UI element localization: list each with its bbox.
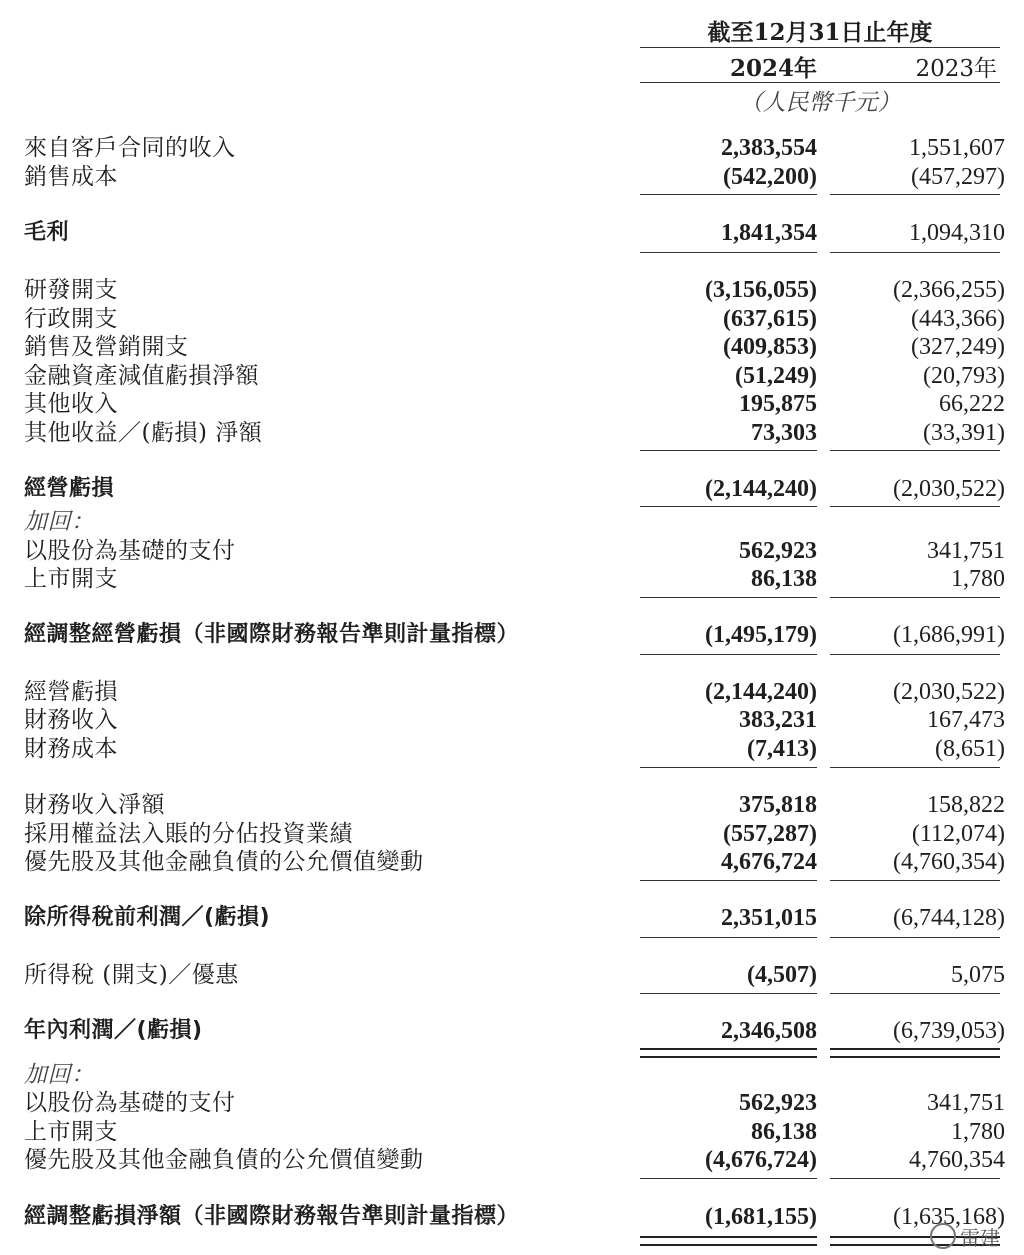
value-2023: (20,793): [923, 363, 1005, 389]
value-2023: 4,760,354: [909, 1147, 1005, 1173]
row-label: 優先股及其他金融負債的公允價值變動: [24, 849, 424, 875]
value-2024: (557,287): [723, 821, 817, 847]
row-share-based-2: [0, 1088, 1024, 1118]
row-profit-before-tax: [0, 903, 1024, 933]
subtotal-rule: [830, 654, 1000, 655]
row-listing-expenses-2: [0, 1117, 1024, 1147]
value-2023: 1,551,607: [909, 135, 1005, 161]
row-label: 行政開支: [24, 306, 118, 332]
value-2023: 1,780: [951, 1119, 1005, 1145]
row-label: 經調整經營虧損（非國際財務報告準則計量指標）: [24, 622, 520, 647]
value-2024: (3,156,055): [705, 277, 817, 303]
value-2024: (2,144,240): [705, 476, 817, 502]
subtotal-rule: [830, 937, 1000, 938]
row-label: 經調整虧損淨額（非國際財務報告準則計量指標）: [24, 1204, 520, 1229]
value-2023: (457,297): [911, 164, 1005, 190]
row-operating-loss: [0, 474, 1024, 504]
subtotal-rule: [830, 993, 1000, 994]
row-label: 研發開支: [24, 277, 118, 303]
row-label: 銷售成本: [24, 164, 118, 190]
row-label: 金融資產減值虧損淨額: [24, 363, 259, 389]
row-operating-loss-2: [0, 677, 1024, 707]
row-label: 以股份為基礎的支付: [24, 538, 236, 564]
value-2024: 195,875: [739, 391, 817, 417]
row-label: 其他收益／(虧損) 淨額: [24, 420, 263, 446]
row-impairment: [0, 361, 1024, 391]
row-label: 除所得稅前利潤／(虧損): [24, 905, 271, 930]
value-2024: 86,138: [751, 566, 817, 592]
value-2023: 167,473: [927, 707, 1005, 733]
row-label: 來自客戶合同的收入: [24, 135, 236, 161]
value-2023: (1,635,168): [893, 1204, 1005, 1230]
subtotal-rule: [640, 767, 817, 768]
value-2023: 341,751: [927, 538, 1005, 564]
subtotal-rule: [830, 1178, 1000, 1179]
value-2023: (112,074): [911, 821, 1005, 847]
row-rd-expenses: [0, 275, 1024, 305]
value-2024: 562,923: [739, 538, 817, 564]
subtotal-rule: [640, 654, 817, 655]
row-equity-method: [0, 819, 1024, 849]
row-adjusted-net-loss: [0, 1202, 1024, 1232]
row-label: 加回：: [24, 509, 95, 535]
row-label: 採用權益法入賬的分佔投資業績: [24, 821, 353, 847]
value-2024: 375,818: [739, 792, 817, 818]
subtotal-rule: [830, 597, 1000, 598]
subtotal-rule: [830, 252, 1000, 253]
row-label: 毛利: [24, 220, 70, 245]
value-2024: (7,413): [747, 736, 817, 762]
subtotal-rule: [830, 767, 1000, 768]
value-2024: (2,144,240): [705, 679, 817, 705]
row-label: 財務收入: [24, 707, 118, 733]
value-2024: (1,495,179): [705, 622, 817, 648]
row-label: 經營虧損: [24, 476, 115, 501]
subtotal-rule: [640, 194, 817, 195]
value-2024: 2,383,554: [721, 135, 817, 161]
value-2023: (443,366): [911, 306, 1005, 332]
row-other-income: [0, 389, 1024, 419]
subtotal-rule: [640, 252, 817, 253]
subtotal-rule: [830, 194, 1000, 195]
value-2023: (33,391): [923, 420, 1005, 446]
col-2023-header: 2023年: [915, 56, 997, 82]
period-header: 截至12月31日止年度: [707, 19, 933, 46]
value-2023: (1,686,991): [893, 622, 1005, 648]
value-2024: (51,249): [735, 363, 817, 389]
row-label: 財務收入淨額: [24, 792, 165, 818]
subtotal-rule: [640, 880, 817, 881]
subtotal-rule: [830, 450, 1000, 451]
row-net-finance-income: [0, 790, 1024, 820]
value-2024: (637,615): [723, 306, 817, 332]
value-2024: 2,346,508: [721, 1018, 817, 1044]
subtotal-rule: [830, 880, 1000, 881]
row-revenue: [0, 133, 1024, 163]
row-label: 經營虧損: [24, 679, 118, 705]
row-admin-expenses: [0, 304, 1024, 334]
row-label: 所得稅 (開支)／優惠: [24, 962, 239, 988]
row-label: 加回：: [24, 1062, 95, 1088]
subtotal-rule: [640, 993, 817, 994]
row-label: 財務成本: [24, 736, 118, 762]
value-2024: 562,923: [739, 1090, 817, 1116]
value-2024: 4,676,724: [721, 849, 817, 875]
value-2023: (4,760,354): [893, 849, 1005, 875]
subtotal-rule: [640, 450, 817, 451]
value-2023: 5,075: [951, 962, 1005, 988]
value-2023: (2,366,255): [893, 277, 1005, 303]
row-add-back-2: [0, 1060, 1024, 1090]
value-2024: (542,200): [723, 164, 817, 190]
watermark-text: 雷建: [960, 1226, 1000, 1250]
value-2023: (2,030,522): [893, 679, 1005, 705]
row-label: 其他收入: [24, 391, 118, 417]
row-listing-expenses: [0, 564, 1024, 594]
col-2024-header: 2024年: [729, 55, 817, 82]
row-finance-income: [0, 705, 1024, 735]
value-2023: (6,739,053): [893, 1018, 1005, 1044]
subtotal-rule: [640, 1178, 817, 1179]
total-double-rule: [640, 1236, 817, 1246]
row-fair-value-change-2: [0, 1145, 1024, 1175]
row-fair-value-change: [0, 847, 1024, 877]
row-label: 年內利潤／(虧損): [24, 1018, 203, 1043]
value-2024: 1,841,354: [721, 220, 817, 246]
value-2024: 73,303: [751, 420, 817, 446]
value-2023: (327,249): [911, 334, 1005, 360]
value-2023: 66,222: [939, 391, 1005, 417]
total-double-rule: [830, 1048, 1000, 1058]
value-2024: (4,507): [747, 962, 817, 988]
row-selling-expenses: [0, 332, 1024, 362]
unit-label: （人民幣千元）: [739, 90, 901, 116]
row-label: 以股份為基礎的支付: [24, 1090, 236, 1116]
subtotal-rule: [640, 597, 817, 598]
row-income-tax: [0, 960, 1024, 990]
value-2024: (409,853): [723, 334, 817, 360]
value-2024: 383,231: [739, 707, 817, 733]
row-add-back: [0, 507, 1024, 537]
value-2023: 1,094,310: [909, 220, 1005, 246]
row-label: 銷售及營銷開支: [24, 334, 189, 360]
row-share-based: [0, 536, 1024, 566]
value-2024: 86,138: [751, 1119, 817, 1145]
value-2024: (1,681,155): [705, 1204, 817, 1230]
row-label: 上市開支: [24, 1119, 118, 1145]
value-2024: 2,351,015: [721, 905, 817, 931]
header-rule: [640, 47, 1000, 48]
total-double-rule: [640, 1048, 817, 1058]
value-2023: 1,780: [951, 566, 1005, 592]
value-2023: 341,751: [927, 1090, 1005, 1116]
watermark: [930, 1222, 1000, 1251]
row-finance-costs: [0, 734, 1024, 764]
subtotal-rule: [640, 937, 817, 938]
value-2024: (4,676,724): [705, 1147, 817, 1173]
value-2023: (2,030,522): [893, 476, 1005, 502]
row-label: 上市開支: [24, 566, 118, 592]
value-2023: 158,822: [927, 792, 1005, 818]
row-profit-for-year: [0, 1016, 1024, 1046]
weibo-icon: [930, 1223, 956, 1249]
row-gross-profit: [0, 218, 1024, 248]
value-2023: (6,744,128): [893, 905, 1005, 931]
value-2023: (8,651): [935, 736, 1005, 762]
row-cost-of-sales: [0, 162, 1024, 192]
row-adjusted-operating-loss: [0, 620, 1024, 650]
row-label: 優先股及其他金融負債的公允價值變動: [24, 1147, 424, 1173]
col-header-rule: [640, 82, 1000, 83]
row-other-gains: [0, 418, 1024, 448]
